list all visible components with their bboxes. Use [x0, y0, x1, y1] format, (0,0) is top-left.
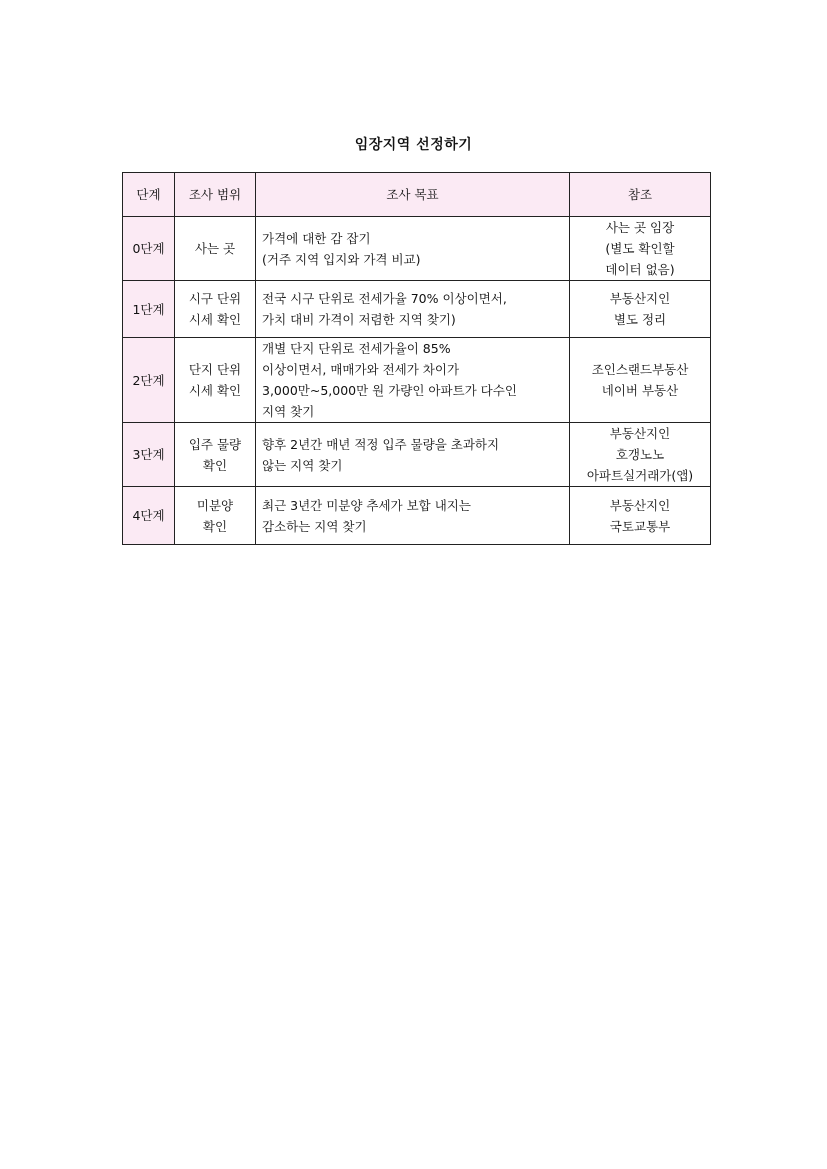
goal-line: 감소하는 지역 찾기: [262, 518, 367, 534]
scope-line: 미분양: [196, 497, 234, 513]
table-row: [123, 487, 711, 545]
scope-cell: [175, 423, 256, 487]
goal-line: 전국 시구 단위로 전세가율 70% 이상이면서,: [262, 291, 507, 306]
reference-line: 국토교통부: [609, 518, 671, 534]
reference-line: 조인스랜드부동산: [591, 362, 689, 377]
scope-cell: [175, 338, 256, 423]
table-row: [123, 338, 711, 423]
survey-plan-table: [122, 172, 711, 545]
goal-cell: [256, 338, 570, 423]
scope-line: 단지 단위: [188, 362, 242, 377]
goal-cell: [256, 281, 570, 338]
header-goal: 조사 목표: [256, 173, 570, 217]
reference-line: 네이버 부동산: [601, 383, 679, 398]
goal-line: (거주 지역 입지와 가격 비교): [262, 251, 421, 267]
table-row: [123, 217, 711, 281]
reference-line: 부동산지인: [609, 497, 671, 513]
scope-cell: [175, 217, 256, 281]
reference-line: (별도 확인할: [605, 241, 675, 256]
stage-cell: 3단계: [123, 423, 175, 487]
goal-line: 가격에 대한 감 잡기: [262, 230, 371, 246]
scope-line: 확인: [202, 457, 228, 473]
table-row: [123, 423, 711, 487]
scope-line: 시구 단위: [188, 291, 242, 306]
stage-cell: 0단계: [123, 217, 175, 281]
stage-cell: 2단계: [123, 338, 175, 423]
reference-line: 별도 정리: [613, 312, 667, 327]
reference-cell: [570, 423, 711, 487]
document-title: 임장지역 선정하기: [354, 137, 473, 153]
reference-line: 아파트실거래가(앱): [586, 468, 694, 483]
scope-line: 시세 확인: [188, 383, 242, 398]
scope-line: 확인: [202, 518, 228, 534]
goal-cell: [256, 217, 570, 281]
reference-line: 사는 곳 임장: [605, 220, 675, 235]
reference-line: 호갱노노: [615, 447, 665, 462]
reference-line: 데이터 없음): [605, 262, 675, 277]
reference-cell: [570, 217, 711, 281]
goal-cell: [256, 423, 570, 487]
goal-line: 이상이면서, 매매가와 전세가 차이가: [262, 362, 460, 377]
reference-cell: [570, 338, 711, 423]
header-stage: 단계: [123, 173, 175, 217]
goal-line: 3,000만~5,000만 원 가량인 아파트가 다수인: [262, 383, 517, 398]
table-header-row: [123, 173, 711, 217]
goal-cell: [256, 487, 570, 545]
scope-line: 사는 곳: [194, 241, 236, 256]
reference-cell: [570, 281, 711, 338]
scope-cell: [175, 281, 256, 338]
scope-line: 입주 물량: [188, 436, 242, 452]
scope-cell: [175, 487, 256, 545]
header-reference: 참조: [570, 173, 711, 217]
stage-cell: 1단계: [123, 281, 175, 338]
stage-cell: 4단계: [123, 487, 175, 545]
goal-line: 지역 찾기: [262, 404, 315, 419]
goal-line: 가치 대비 가격이 저렴한 지역 찾기): [262, 312, 456, 327]
reference-line: 부동산지인: [609, 426, 671, 441]
goal-line: 개별 단지 단위로 전세가율이 85%: [262, 341, 451, 356]
goal-line: 않는 지역 찾기: [262, 457, 343, 473]
header-scope: 조사 범위: [175, 173, 256, 217]
goal-line: 최근 3년간 미분양 추세가 보합 내지는: [262, 497, 471, 513]
goal-line: 향후 2년간 매년 적정 입주 물량을 초과하지: [262, 436, 500, 452]
reference-cell: [570, 487, 711, 545]
reference-line: 부동산지인: [609, 291, 671, 306]
scope-line: 시세 확인: [188, 312, 242, 327]
table-row: [123, 281, 711, 338]
